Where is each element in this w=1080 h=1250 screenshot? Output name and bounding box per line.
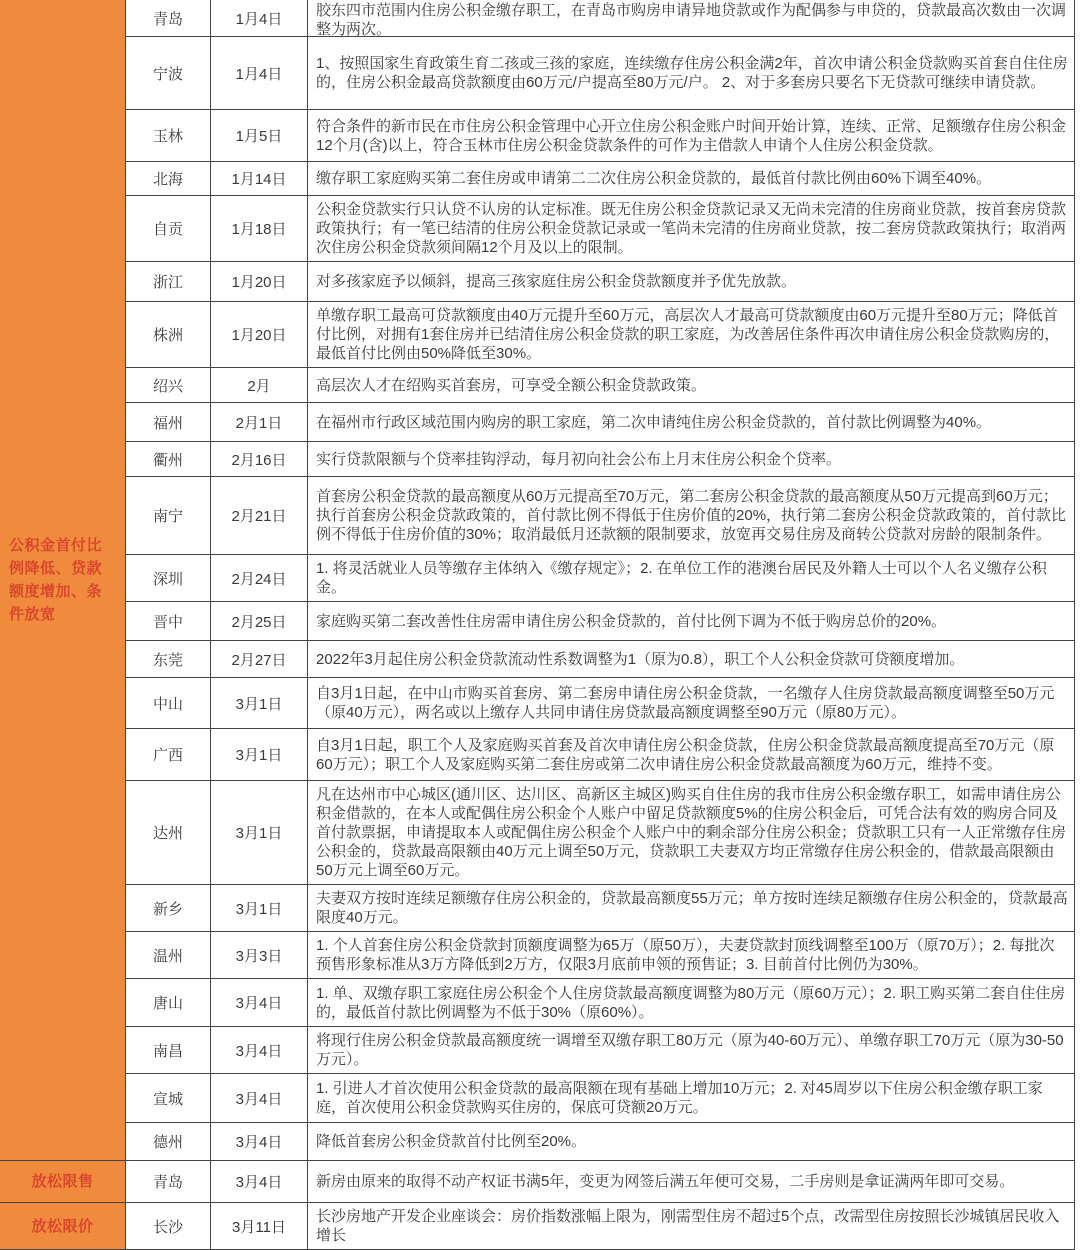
policy-text: 夫妻双方按时连续足额缴存住房公积金的，贷款最高额度55万元；单方按时连续足额缴存住房公积金的，贷款最高限度40万元。: [316, 890, 1068, 926]
policy-cell: [308, 162, 1075, 195]
policy-cell: [308, 1123, 1075, 1160]
table-row: [126, 1203, 1075, 1250]
table-row: [126, 0, 1075, 37]
city-cell: 自贡: [126, 196, 211, 261]
policy-cell: [308, 403, 1075, 441]
policy-cell: [308, 979, 1075, 1026]
policy-text: 1、按照国家生育政策生育二孩或三孩的家庭，连续缴存住房公积金满2年，首次申请公积金贷款购买首套自住住房的，住房公积金最高贷款额度由60万元/户提高至80万元/户。 2、对于多套房只要名下无贷款可继续申请贷款。: [316, 55, 1068, 91]
city-cell: 玉林: [126, 110, 211, 161]
city-cell: 青岛: [126, 1161, 211, 1202]
table-row: [126, 1074, 1075, 1123]
date-cell: 3月1日: [211, 885, 308, 931]
table-row: [126, 1027, 1075, 1074]
table-row: [126, 1161, 1075, 1203]
policy-cell: [308, 602, 1075, 640]
policy-text: 高层次人才在绍购买首套房，可享受全额公积金贷款政策。: [316, 376, 707, 394]
policy-cell: [308, 368, 1075, 402]
policy-text: 1. 将灵活就业人员等缴存主体纳入《缴存规定》；2. 在单位工作的港澳台居民及外籍人士可以个人名义缴存公积金。: [316, 560, 1047, 596]
city-cell: 福州: [126, 403, 211, 441]
city-cell: 温州: [126, 932, 211, 978]
table-row: [126, 442, 1075, 477]
policy-text: 公积金贷款实行只认贷不认房的认定标准。既无住房公积金贷款记录又无尚未完清的住房商业贷款，按首套房贷款政策执行；有一笔已结清的住房公积金贷款记录或一笔尚未完清的住房商业贷款，按二套房贷款政策执行；取消两次住房公积金贷款须间隔12个月及以上的限制。: [316, 201, 1067, 256]
policy-cell: [308, 555, 1075, 601]
date-cell: 2月27日: [211, 641, 308, 677]
date-cell: 3月1日: [211, 729, 308, 780]
date-cell: 3月4日: [211, 1027, 308, 1073]
policy-text: 长沙房地产开发企业座谈会：房价指数涨幅上限为，刚需型住房不超过5个点，改需型住房按照长沙城镇居民收入增长: [316, 1208, 1060, 1244]
table-row: [126, 979, 1075, 1027]
date-cell: 3月1日: [211, 678, 308, 728]
policy-cell: [308, 729, 1075, 780]
policy-cell: [308, 442, 1075, 476]
date-cell: 1月14日: [211, 162, 308, 195]
city-cell: 衢州: [126, 442, 211, 476]
date-cell: 1月18日: [211, 196, 308, 261]
policy-text: 凡在达州市中心城区(通川区、达川区、高新区主城区)购买自住住房的我市住房公积金缴存职工，如需申请住房公积金借款的，在本人或配偶住房公积金个人账户中留足贷款额度5%的住房公积金后，可凭合法有效的购房合同及首付款票据，申请提取本人或配偶住房公积金个人账户中的剩余部分住房公积金；贷款职工只有一人正常缴存住房公积金的，贷款最高限额由40万元上调至50万元，贷款职工夫妻双方均正常缴存住房公积金的，借款最高限额由50万元上调至60万元。: [316, 786, 1067, 879]
policy-cell: [308, 1203, 1075, 1249]
policy-cell: [308, 1074, 1075, 1122]
table-row: [126, 641, 1075, 678]
section-rows: [126, 1161, 1075, 1203]
date-cell: 2月25日: [211, 602, 308, 640]
policy-text: 新房由原来的取得不动产权证书满5年，变更为网签后满五年便可交易，二手房则是拿证满两年即可交易。: [316, 1173, 1015, 1190]
table-row: [126, 885, 1075, 932]
table-row: [126, 1123, 1075, 1161]
policy-text: 2022年3月起住房公积金贷款流动性系数调整为1（原为0.8），职工个人公积金贷款可贷额度增加。: [316, 650, 965, 668]
table-row: [126, 729, 1075, 781]
policy-text: 自3月1日起，在中山市购买首套房、第二套房申请住房公积金贷款，一名缴存人住房贷款最高额度调整至50万元（原40万元），两名或以上缴存人共同申请住房贷款最高额度调整至90万元（原80万元）。: [316, 685, 1055, 721]
city-cell: 德州: [126, 1123, 211, 1160]
city-cell: 南昌: [126, 1027, 211, 1073]
date-cell: 2月16日: [211, 442, 308, 476]
table-row: [126, 403, 1075, 442]
policy-text: 1. 单、双缴存职工家庭住房公积金个人住房贷款最高额度调整为80万元（原60万元）；2. 职工购买第二套自住住房的，最低首付款比例调整为不低于30%（原60%）。: [316, 984, 1066, 1021]
city-cell: 达州: [126, 781, 211, 884]
city-cell: 中山: [126, 678, 211, 728]
city-cell: 深圳: [126, 555, 211, 601]
city-cell: 宣城: [126, 1074, 211, 1122]
table-row: [126, 302, 1075, 368]
city-cell: 浙江: [126, 262, 211, 301]
policy-text: 1. 引进人才首次使用公积金贷款的最高限额在现有基础上增加10万元；2. 对45周岁以下住房公积金缴存职工家庭，首次使用公积金贷款购买住房的，保底可贷额20万元。: [316, 1080, 1043, 1116]
table-row: [126, 781, 1075, 885]
section-rows: [126, 0, 1075, 1161]
policy-cell: [308, 781, 1075, 884]
date-cell: 2月21日: [211, 477, 308, 554]
section-rows: [126, 1203, 1075, 1250]
city-cell: 长沙: [126, 1203, 211, 1249]
city-cell: 东莞: [126, 641, 211, 677]
city-cell: 北海: [126, 162, 211, 195]
policy-cell: [308, 477, 1075, 554]
policy-cell: [308, 1161, 1075, 1202]
date-cell: 1月5日: [211, 110, 308, 161]
table-section: [0, 1161, 1075, 1203]
city-cell: 晋中: [126, 602, 211, 640]
city-cell: 青岛: [126, 0, 211, 36]
date-cell: 1月4日: [211, 0, 308, 36]
policy-cell: [308, 678, 1075, 728]
policy-text: 缴存职工家庭购买第二套住房或申请第二二次住房公积金贷款的，最低首付款比例由60%下调至40%。: [316, 170, 992, 187]
city-cell: 宁波: [126, 37, 211, 109]
city-cell: 株洲: [126, 302, 211, 367]
policy-cell: [308, 0, 1075, 36]
policy-cell: [308, 932, 1075, 978]
table-row: [126, 162, 1075, 196]
policy-cell: [308, 37, 1075, 109]
table-row: [126, 602, 1075, 641]
table-row: [126, 932, 1075, 979]
policy-cell: [308, 110, 1075, 161]
table-row: [126, 196, 1075, 262]
policy-text: 单缴存职工最高可贷款额度由40万元提升至60万元，高层次人才最高可贷款额度由60万元提升至80万元；降低首付比例，对拥有1套住房并已结清住房公积金贷款的职工家庭，为改善居住条件再次申请住房公积金贷款购房的，最低首付比例由50%降低至30%。: [316, 307, 1060, 362]
policy-cell: [308, 302, 1075, 367]
category-cell: 公积金首付比例降低、贷款额度增加、条件放宽: [0, 0, 126, 1161]
date-cell: 1月20日: [211, 262, 308, 301]
date-cell: 2月: [211, 368, 308, 402]
date-cell: 1月20日: [211, 302, 308, 367]
city-cell: 广西: [126, 729, 211, 780]
city-cell: 唐山: [126, 979, 211, 1026]
date-cell: 3月4日: [211, 1161, 308, 1202]
policy-text: 在福州市行政区域范围内购房的职工家庭，第二次申请纯住房公积金贷款的，首付款比例调整为40%。: [316, 413, 992, 431]
date-cell: 2月1日: [211, 403, 308, 441]
table-row: [126, 262, 1075, 302]
policy-cell: [308, 885, 1075, 931]
date-cell: 3月4日: [211, 979, 308, 1026]
city-cell: 绍兴: [126, 368, 211, 402]
policy-text: 符合条件的新市民在市住房公积金管理中心开立住房公积金账户时间开始计算，连续、正常、足额缴存住房公积金12个月(含)以上，符合玉林市住房公积金贷款条件的可作为主借款人申请个人住房公积金贷款。: [316, 117, 1067, 154]
table-row: [126, 678, 1075, 729]
table-row: [126, 110, 1075, 162]
policy-text: 将现行住房公积金贷款最高额度统一调增至双缴存职工80万元（原为40-60万元）、单缴存职工70万元（原为30-50万元）。: [316, 1032, 1064, 1068]
city-cell: 南宁: [126, 477, 211, 554]
policy-cell: [308, 196, 1075, 261]
policy-text: 胶东四市范围内住房公积金缴存职工，在青岛市购房申请异地贷款或作为配偶参与申贷的，贷款最高次数由一次调整为两次。: [316, 2, 1067, 38]
policy-text: 首套房公积金贷款的最高额度从60万元提高至70万元，第二套房公积金贷款的最高额度从50万元提高到60万元；执行首套房公积金贷款政策的，首付款比例不得低于住房价值的20%，执行第二套房公积金贷款政策的，首付款比例不得低于住房价值的30%；取消最低月还款额的限制要求，放宽再交易住房及商转公贷款对房龄的限制条件。: [316, 488, 1067, 543]
policy-text: 家庭购买第二套改善性住房需申请住房公积金贷款的，首付比例下调为不低于购房总价的20%。: [316, 612, 947, 630]
table-row: [126, 368, 1075, 403]
date-cell: 3月4日: [211, 1123, 308, 1160]
policy-text: 实行贷款限额与个贷率挂钩浮动，每月初向社会公布上月末住房公积金个贷率。: [316, 450, 842, 468]
date-cell: 1月4日: [211, 37, 308, 109]
city-cell: 新乡: [126, 885, 211, 931]
policy-text: 1. 个人首套住房公积金贷款封顶额度调整为65万（原50万），夫妻贷款封顶线调整至100万（原70万）；2. 每批次预售形象标准从3万方降低到2万方，仅限3月底前申领的预售证；3. 目前首付比例仍为30%。: [316, 937, 1055, 973]
date-cell: 3月4日: [211, 1074, 308, 1122]
date-cell: 3月1日: [211, 781, 308, 884]
category-cell: 放松限价: [0, 1203, 126, 1250]
date-cell: 3月3日: [211, 932, 308, 978]
date-cell: 2月24日: [211, 555, 308, 601]
table-row: [126, 477, 1075, 555]
table-row: [126, 555, 1075, 602]
policy-text: 降低首套房公积金贷款首付比例至20%。: [316, 1133, 587, 1150]
policy-text: 自3月1日起，职工个人及家庭购买首套及首次申请住房公积金贷款，住房公积金贷款最高额度提高至70万元（原60万元）；职工个人及家庭购买第二套住房或第二次申请住房公积金贷款最高额度为60万元，维持不变。: [316, 736, 1055, 773]
policy-cell: [308, 641, 1075, 677]
table-section: [0, 1203, 1075, 1250]
policy-cell: [308, 1027, 1075, 1073]
category-cell: 放松限售: [0, 1161, 126, 1203]
policy-text: 对多孩家庭予以倾斜，提高三孩家庭住房公积金贷款额度并予优先放款。: [316, 273, 797, 290]
table-row: [126, 37, 1075, 110]
policy-cell: [308, 262, 1075, 301]
date-cell: 3月11日: [211, 1203, 308, 1249]
